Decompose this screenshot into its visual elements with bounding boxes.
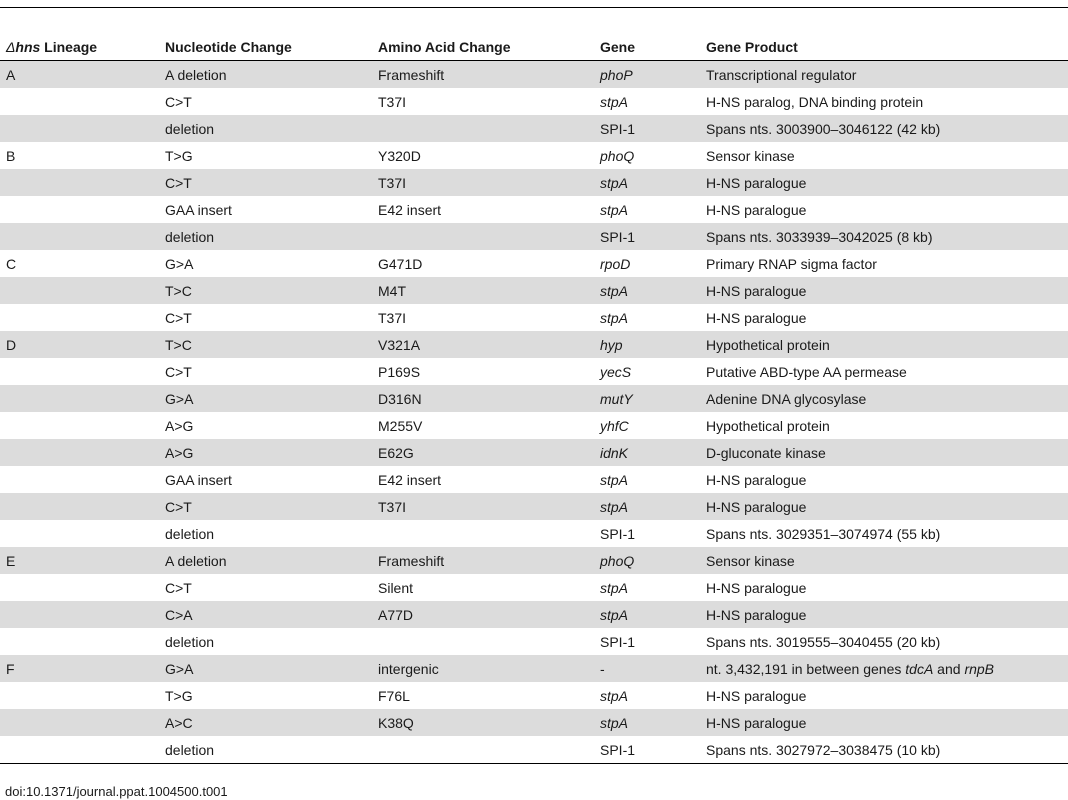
cell-nucleotide-change: A>G [165, 417, 194, 434]
cell-amino-acid-change: T37I [372, 169, 594, 196]
table-row [0, 223, 1068, 250]
cell-lineage [0, 358, 159, 385]
table-row [0, 277, 1068, 304]
table-row [0, 601, 1068, 628]
cell-gene: stpA [600, 309, 629, 326]
cell-amino-acid-change: M4T [372, 277, 594, 304]
table-row [0, 466, 1068, 493]
header-lineage-suffix: Lineage [40, 38, 98, 55]
cell-gene-product: Sensor kinase [706, 147, 795, 164]
cell-gene: phoQ [594, 547, 700, 574]
cell-gene-product: Spans nts. 3027972–3038475 (10 kb) [700, 736, 1068, 764]
cell-amino-acid-change: Y320D [378, 147, 421, 164]
table-row [0, 439, 1068, 466]
cell-gene: SPI-1 [600, 525, 636, 542]
cell-nucleotide-change: deletion [165, 633, 215, 650]
header-amino-acid-change: Amino Acid Change [372, 33, 594, 61]
cell-gene: idnK [594, 439, 700, 466]
cell-gene: - [594, 655, 700, 682]
cell-amino-acid-change: V321A [372, 331, 594, 358]
cell-nucleotide-change: C>T [165, 363, 192, 380]
cell-lineage [0, 736, 159, 764]
cell-nucleotide-change: deletion [159, 223, 372, 250]
table-row [0, 115, 1068, 142]
cell-amino-acid-change: T37I [372, 493, 594, 520]
cell-lineage [0, 439, 159, 466]
cell-amino-acid-change: K38Q [372, 709, 594, 736]
table-row [0, 736, 1068, 764]
cell-gene: stpA [594, 709, 700, 736]
cell-nucleotide-change: deletion [159, 115, 372, 142]
cell-nucleotide-change: A deletion [159, 61, 372, 89]
table-row [0, 682, 1068, 709]
product-text: and [933, 660, 965, 677]
table-row [0, 250, 1068, 277]
product-text: nt. 3,432,191 in between genes [706, 660, 906, 677]
table-row [0, 520, 1068, 547]
cell-gene: SPI-1 [594, 736, 700, 764]
cell-lineage [0, 304, 159, 331]
table-row [0, 628, 1068, 655]
cell-lineage [0, 520, 159, 547]
cell-gene-product: H-NS paralog, DNA binding protein [706, 93, 924, 110]
table-row [0, 493, 1068, 520]
cell-lineage [0, 385, 159, 412]
cell-gene-product: H-NS paralogue [706, 687, 807, 704]
cell-nucleotide-change: C>T [165, 93, 192, 110]
cell-gene-product: H-NS paralogue [700, 709, 1068, 736]
table-row [0, 412, 1068, 439]
cell-lineage [0, 628, 159, 655]
table-row [0, 709, 1068, 736]
cell-nucleotide-change: C>A [159, 601, 372, 628]
cell-gene-product: H-NS paralogue [700, 169, 1068, 196]
cell-lineage: A [0, 61, 159, 89]
table-body [0, 61, 1068, 764]
cell-lineage [0, 574, 159, 601]
cell-nucleotide-change: C>T [159, 169, 372, 196]
table-row [0, 169, 1068, 196]
cell-gene: stpA [594, 277, 700, 304]
cell-gene-product: H-NS paralogue [700, 601, 1068, 628]
gene-name-inline: tdcA [905, 660, 934, 677]
cell-amino-acid-change: T37I [378, 93, 407, 110]
cell-gene-product: Transcriptional regulator [700, 61, 1068, 89]
cell-amino-acid-change: M255V [378, 417, 423, 434]
cell-amino-acid-change: G471D [378, 255, 423, 272]
cell-lineage: E [0, 547, 159, 574]
gene-name-inline: rnpB [964, 660, 995, 677]
table-row [0, 358, 1068, 385]
cell-nucleotide-change: A>G [159, 439, 372, 466]
cell-amino-acid-change: P169S [378, 363, 421, 380]
cell-nucleotide-change: C>T [165, 309, 192, 326]
cell-gene-product: Spans nts. 3019555–3040455 (20 kb) [706, 633, 941, 650]
cell-gene-product: Spans nts. 3003900–3046122 (42 kb) [700, 115, 1068, 142]
cell-gene-product: H-NS paralogue [700, 277, 1068, 304]
cell-amino-acid-change: E42 insert [378, 471, 442, 488]
table-row [0, 304, 1068, 331]
cell-gene: phoQ [600, 147, 635, 164]
cell-amino-acid-change [372, 223, 594, 250]
cell-amino-acid-change: Frameshift [372, 61, 594, 89]
cell-gene-product: Sensor kinase [700, 547, 1068, 574]
cell-lineage [0, 223, 159, 250]
doi-caption: doi:10.1371/journal.ppat.1004500.t001 [5, 784, 228, 799]
table-row [0, 61, 1068, 89]
cell-lineage [0, 412, 159, 439]
cell-lineage: C [6, 255, 17, 272]
cell-gene: hyp [594, 331, 700, 358]
cell-nucleotide-change: G>A [159, 655, 372, 682]
table-row [0, 574, 1068, 601]
cell-nucleotide-change: G>A [159, 385, 372, 412]
cell-nucleotide-change: GAA insert [165, 471, 232, 488]
cell-lineage [0, 466, 159, 493]
header-lineage [0, 33, 159, 61]
cell-nucleotide-change: A deletion [159, 547, 372, 574]
cell-gene: stpA [594, 601, 700, 628]
cell-amino-acid-change: T37I [378, 309, 407, 326]
cell-gene-product: D-gluconate kinase [700, 439, 1068, 466]
table-header [0, 33, 1068, 61]
cell-gene: mutY [594, 385, 700, 412]
cell-gene-product: Adenine DNA glycosylase [700, 385, 1068, 412]
cell-gene: yhfC [600, 417, 629, 434]
cell-nucleotide-change: deletion [159, 736, 372, 764]
cell-gene: stpA [600, 201, 629, 218]
cell-nucleotide-change: T>C [159, 331, 372, 358]
cell-lineage [0, 169, 159, 196]
cell-gene: stpA [594, 493, 700, 520]
cell-gene-product: H-NS paralogue [706, 201, 807, 218]
cell-gene: SPI-1 [594, 223, 700, 250]
cell-nucleotide-change: T>G [165, 147, 193, 164]
cell-lineage [0, 115, 159, 142]
cell-gene-product: Spans nts. 3029351–3074974 (55 kb) [706, 525, 941, 542]
cell-gene: stpA [600, 687, 629, 704]
cell-lineage [0, 277, 159, 304]
table-row [0, 385, 1068, 412]
cell-amino-acid-change: E42 insert [378, 201, 442, 218]
mutations-table [0, 33, 1068, 764]
cell-gene: stpA [600, 471, 629, 488]
header-gene: Gene [594, 33, 700, 61]
cell-amino-acid-change: F76L [378, 687, 410, 704]
cell-lineage [0, 709, 159, 736]
cell-nucleotide-change: A>C [159, 709, 372, 736]
cell-lineage [0, 601, 159, 628]
cell-lineage [0, 196, 159, 223]
cell-nucleotide-change: T>C [159, 277, 372, 304]
header-lineage-gene: hns [15, 38, 41, 55]
cell-nucleotide-change: deletion [165, 525, 215, 542]
table-row [0, 547, 1068, 574]
cell-gene: stpA [594, 169, 700, 196]
cell-nucleotide-change: GAA insert [165, 201, 232, 218]
table-row [0, 655, 1068, 682]
table-row [0, 331, 1068, 358]
cell-nucleotide-change: T>G [165, 687, 193, 704]
cell-gene-product: H-NS paralogue [706, 309, 807, 326]
delta-symbol: Δ [6, 38, 16, 55]
cell-gene-product: H-NS paralogue [700, 493, 1068, 520]
table-row [0, 88, 1068, 115]
cell-lineage [0, 493, 159, 520]
header-nucleotide-change: Nucleotide Change [159, 33, 372, 61]
header-gene-product: Gene Product [700, 33, 1068, 61]
cell-nucleotide-change: G>A [165, 255, 194, 272]
cell-gene-product: Putative ABD-type AA permease [706, 363, 907, 380]
cell-amino-acid-change [372, 628, 594, 655]
cell-lineage [0, 88, 159, 115]
cell-gene-product: Hypothetical protein [706, 417, 830, 434]
cell-gene-product [700, 655, 1068, 682]
cell-lineage: D [0, 331, 159, 358]
table-row [0, 142, 1068, 169]
cell-gene: stpA [600, 93, 629, 110]
cell-amino-acid-change [372, 736, 594, 764]
cell-amino-acid-change: A77D [372, 601, 594, 628]
cell-nucleotide-change: C>T [165, 579, 192, 596]
cell-gene: stpA [600, 579, 629, 596]
cell-gene: SPI-1 [594, 115, 700, 142]
top-rule [0, 7, 1068, 8]
cell-amino-acid-change: D316N [372, 385, 594, 412]
cell-amino-acid-change: Frameshift [372, 547, 594, 574]
cell-gene-product: H-NS paralogue [706, 471, 807, 488]
cell-amino-acid-change: E62G [372, 439, 594, 466]
cell-gene-product: H-NS paralogue [706, 579, 807, 596]
cell-amino-acid-change: intergenic [372, 655, 594, 682]
cell-amino-acid-change [372, 115, 594, 142]
cell-nucleotide-change: C>T [159, 493, 372, 520]
cell-gene: rpoD [600, 255, 631, 272]
cell-gene-product: Primary RNAP sigma factor [706, 255, 877, 272]
cell-gene: yecS [600, 363, 632, 380]
cell-gene: SPI-1 [600, 633, 636, 650]
mutations-table-container [0, 33, 1068, 764]
cell-amino-acid-change [372, 520, 594, 547]
cell-gene-product: Spans nts. 3033939–3042025 (8 kb) [700, 223, 1068, 250]
table-row [0, 196, 1068, 223]
cell-amino-acid-change: Silent [378, 579, 414, 596]
cell-gene: phoP [594, 61, 700, 89]
cell-lineage: B [6, 147, 16, 164]
cell-lineage: F [0, 655, 159, 682]
header-row [0, 33, 1068, 61]
cell-lineage [0, 682, 159, 709]
cell-gene-product: Hypothetical protein [700, 331, 1068, 358]
